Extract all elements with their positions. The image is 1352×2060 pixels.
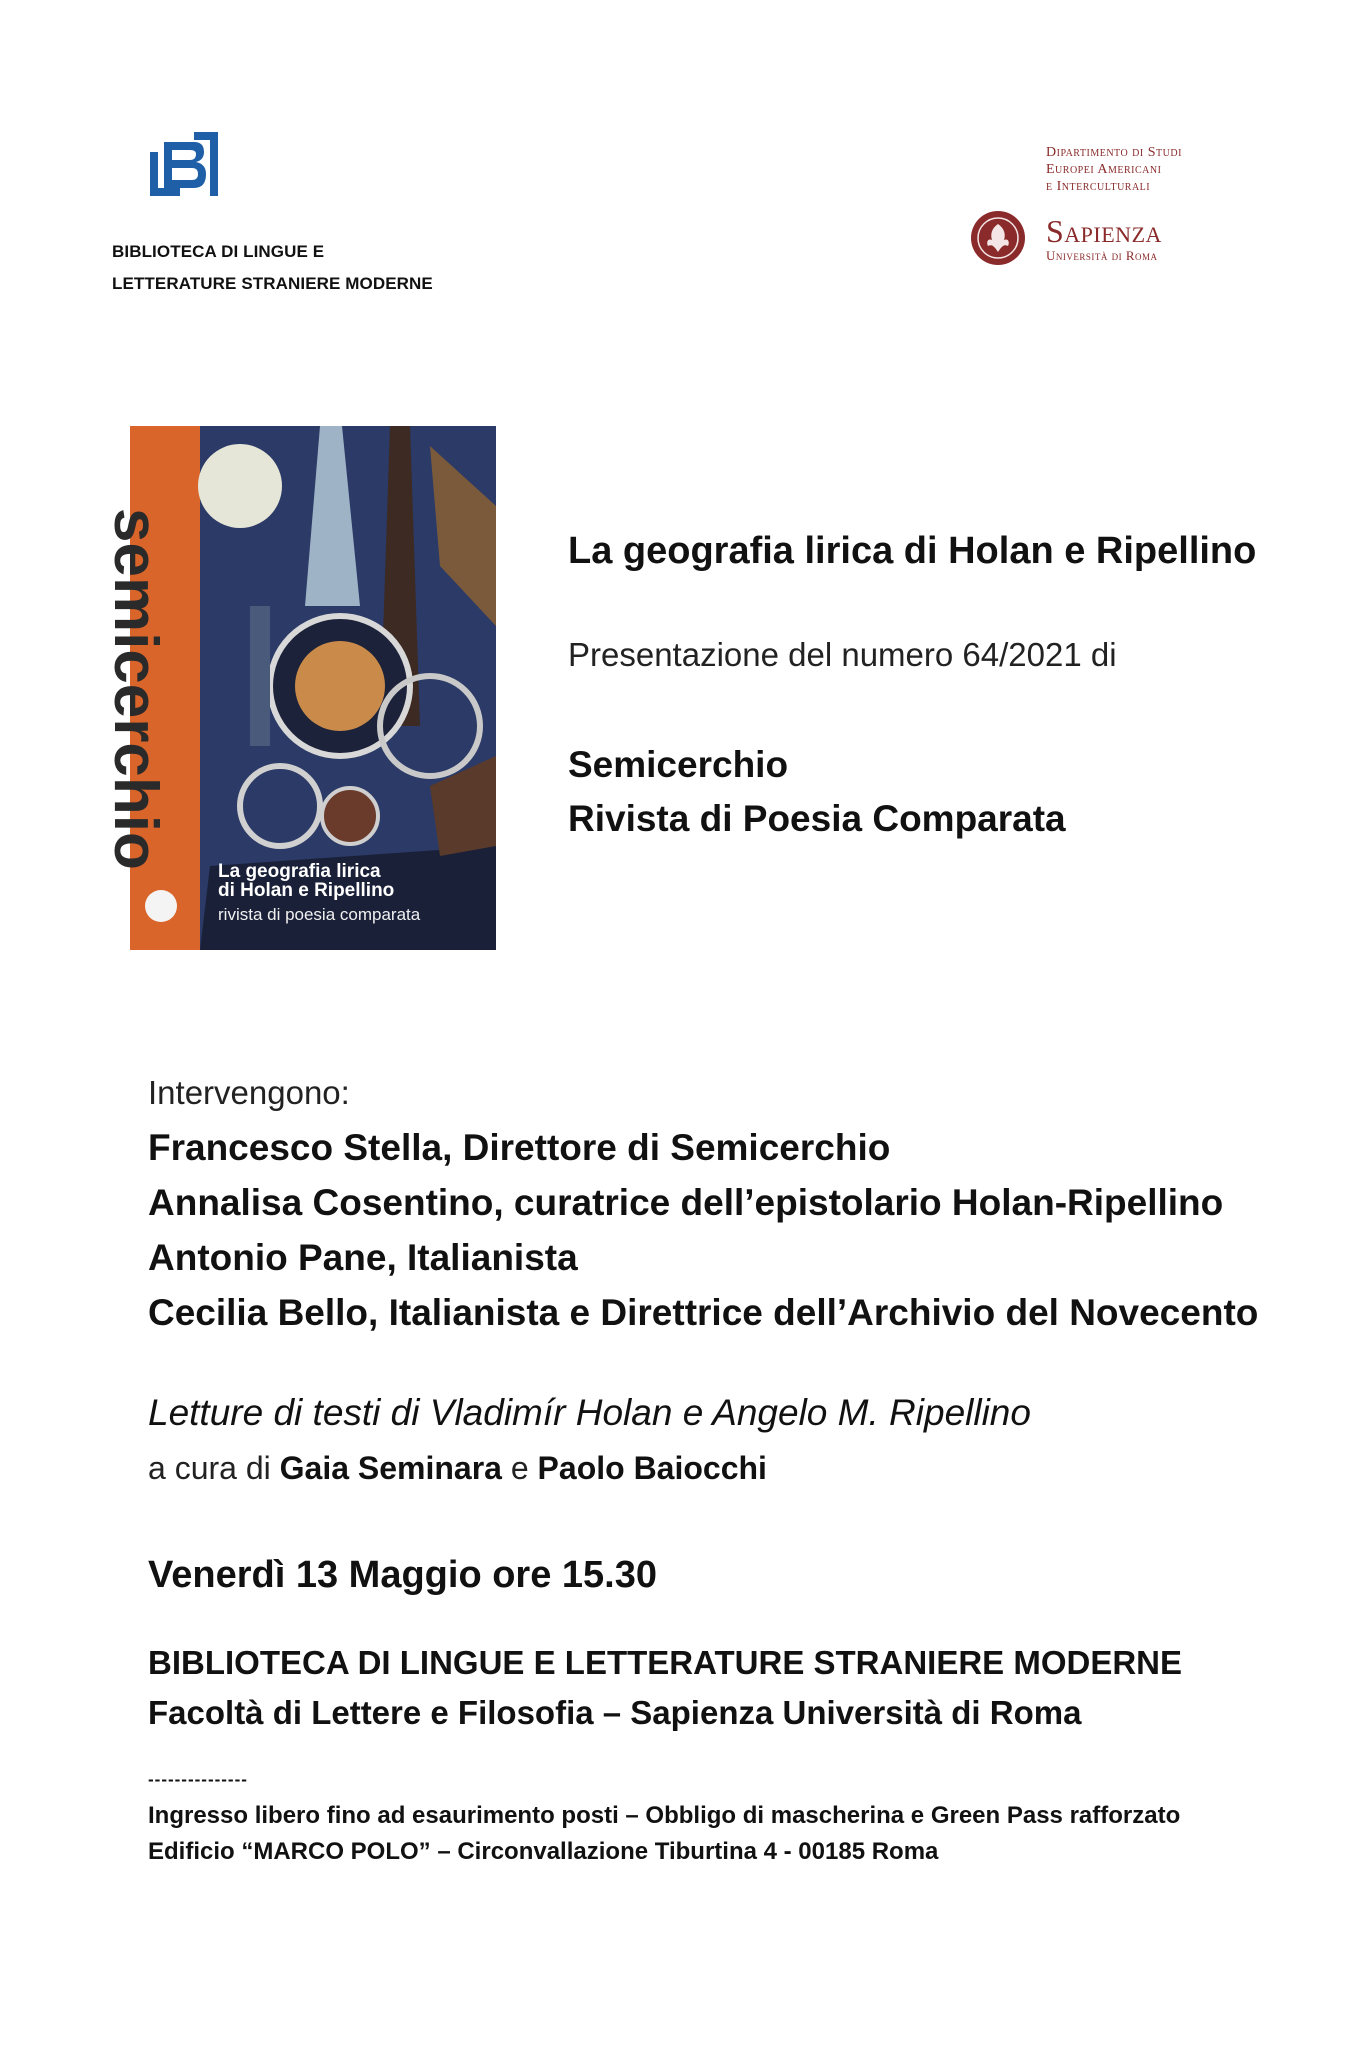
speaker-item: Annalisa Cosentino, curatrice dell’epistolario Holan-Ripellino	[148, 1182, 1224, 1223]
department-line: Europei Americani	[1046, 162, 1162, 177]
department-line: Dipartimento di Studi	[1046, 145, 1182, 160]
speaker-item: Antonio Pane, Italianista	[148, 1237, 578, 1278]
speakers-list	[148, 1120, 1258, 1340]
cover-title-line: di Holan e Ripellino	[218, 880, 395, 901]
footer-separator: ---------------	[148, 1770, 248, 1789]
event-venue	[148, 1638, 1182, 1738]
speakers-intro: Intervengono:	[148, 1074, 350, 1111]
journal-name	[568, 738, 1066, 846]
curator-name: Gaia Seminara	[279, 1450, 502, 1486]
footer-note: Edificio “MARCO POLO” – Circonvallazione Tiburtina 4 - 00185 Roma	[148, 1838, 939, 1865]
readings-curators	[148, 1450, 767, 1487]
speaker-item: Cecilia Bello, Italianista e Direttrice dell’Archivio del Novecento	[148, 1292, 1259, 1333]
readings-title: Letture di testi di Vladimír Holan e Angelo M. Ripellino	[148, 1392, 1031, 1433]
library-name-line: BIBLIOTECA DI LINGUE E	[112, 242, 325, 261]
curator-conjunction: e	[501, 1450, 538, 1486]
venue-line: BIBLIOTECA DI LINGUE E LETTERATURE STRANIERE MODERNE	[148, 1644, 1183, 1681]
library-name	[112, 236, 433, 300]
library-logo	[150, 132, 220, 196]
curator-name: Paolo Baiocchi	[537, 1450, 767, 1486]
event-title: La geografia lirica di Holan e Ripellino	[568, 530, 1257, 572]
cover-vertical-title: semicerchio	[101, 508, 170, 870]
university-subtitle: Università di Roma	[1046, 248, 1158, 263]
venue-line: Facoltà di Lettere e Filosofia – Sapienza Università di Roma	[148, 1694, 1082, 1731]
journal-line: Semicerchio	[568, 744, 789, 785]
university-seal-icon	[970, 210, 1026, 266]
footer-notes	[148, 1798, 1180, 1870]
event-date: Venerdì 13 Maggio ore 15.30	[148, 1554, 657, 1596]
presentation-text: Presentazione del numero 64/2021 di	[568, 636, 1117, 673]
speaker-item: Francesco Stella, Direttore di Semicerchio	[148, 1127, 891, 1168]
footer-note: Ingresso libero fino ad esaurimento posti – Obbligo di mascherina e Green Pass rafforzato	[148, 1802, 1181, 1829]
journal-line: Rivista di Poesia Comparata	[568, 798, 1066, 839]
cover-title-line: La geografia lirica	[218, 861, 381, 882]
department-name	[1046, 144, 1182, 195]
cover-title	[218, 862, 394, 900]
cover-subtitle: rivista di poesia comparata	[218, 905, 421, 924]
library-name-line: LETTERATURE STRANIERE MODERNE	[112, 274, 433, 293]
department-line: e Interculturali	[1046, 179, 1151, 194]
curated-prefix: a cura di	[148, 1450, 280, 1486]
university-name: Sapienza	[1046, 213, 1162, 249]
